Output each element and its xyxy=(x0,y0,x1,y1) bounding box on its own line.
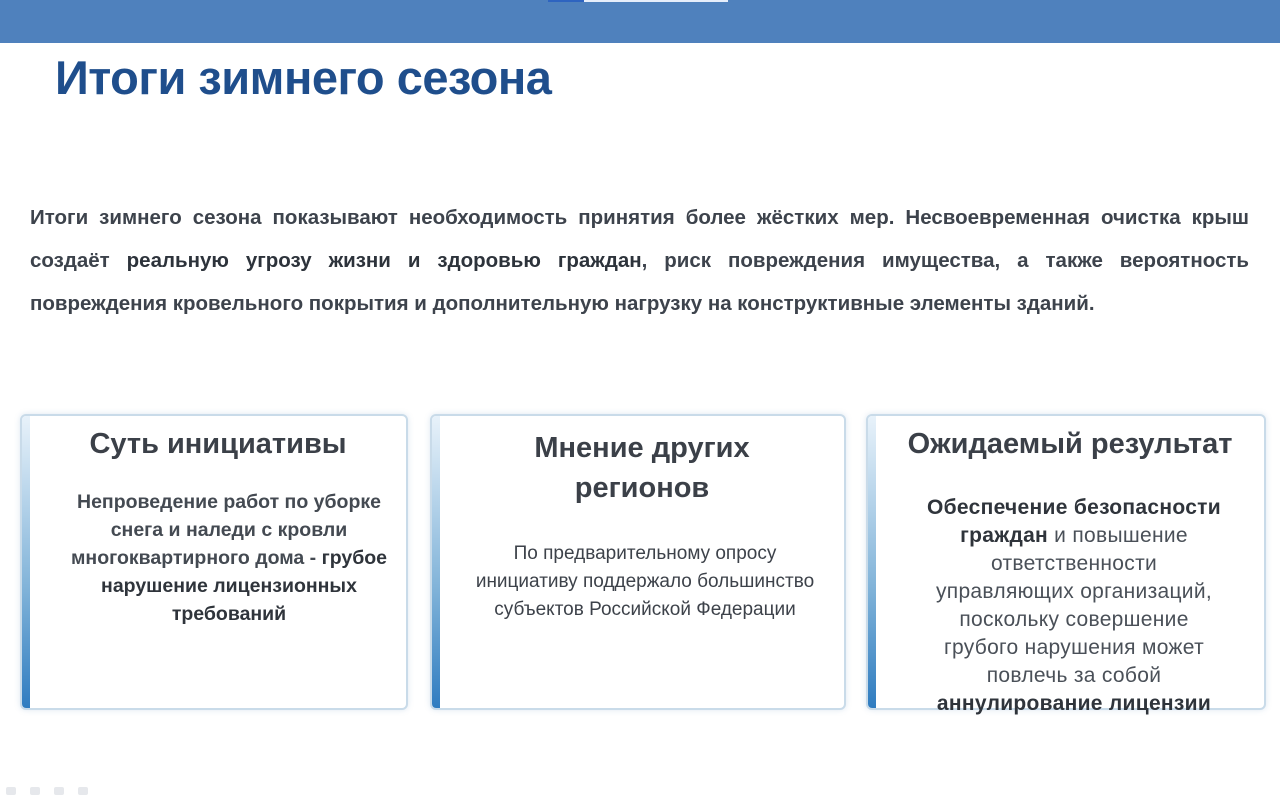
card-body xyxy=(884,494,1264,718)
card-line: управляющих организаций, xyxy=(935,580,1213,603)
card-accent-bar xyxy=(22,416,30,708)
card-line: многоквартирного дома - xyxy=(70,547,322,569)
card-other-regions xyxy=(430,414,846,710)
intro-paragraph xyxy=(30,196,1249,325)
pen-icon[interactable] xyxy=(30,787,40,795)
card-line: ответственности xyxy=(990,552,1158,575)
card-line-bold: нарушение лицензионных xyxy=(101,575,357,597)
page-title: Итоги зимнего сезона xyxy=(55,51,552,104)
card-line: Непроведение работ по уборке xyxy=(77,491,381,513)
card-line-bold: граждан xyxy=(960,524,1049,547)
card-expected-result xyxy=(866,414,1266,715)
card-line: и повышение xyxy=(1048,524,1188,547)
card-body xyxy=(52,488,406,628)
intro-text-bold: реальную угрозу жизни и здоровью граждан xyxy=(126,249,642,272)
card-line-bold: грубое xyxy=(321,547,388,569)
card-title-line: Мнение других xyxy=(534,432,750,464)
card-title-line: регионов xyxy=(574,472,710,504)
card-line: снега и наледи с кровли xyxy=(110,519,348,541)
card-line: грубого нарушения может xyxy=(944,636,1204,659)
card-body xyxy=(446,540,844,624)
slide-nav-controls[interactable] xyxy=(6,783,96,799)
card-initiative-essence xyxy=(20,414,408,710)
card-title: Суть инициативы xyxy=(89,428,347,460)
card-line: субъектов Российской Федерации xyxy=(494,599,796,620)
next-slide-icon[interactable] xyxy=(78,787,88,795)
card-line-bold: аннулирование лицензии xyxy=(936,692,1212,715)
header-tab-marker xyxy=(548,0,584,2)
header-tab-marker-light xyxy=(584,0,728,2)
card-accent-bar xyxy=(432,416,440,708)
card-title xyxy=(440,428,844,508)
card-accent-bar xyxy=(868,416,876,708)
card-line-bold: Обеспечение безопасности xyxy=(927,496,1221,519)
card-line-bold: требований xyxy=(171,603,287,625)
card-title: Ожидаемый результат xyxy=(907,428,1233,460)
menu-icon[interactable] xyxy=(54,787,64,795)
card-line: инициативу поддержало большинство xyxy=(475,571,815,592)
intro-text-1: Итоги зимнего сезона показывают необходимость принятия более жёстких мер. Несвоевременная очистка крыш создаёт xyxy=(30,206,1249,272)
card-line: По предварительному опросу xyxy=(513,543,777,564)
card-line: поскольку совершение xyxy=(959,608,1189,631)
intro-text-2: , риск повреждения имущества, а также вероятность повреждения кровельного покрытия и дополнительную нагрузку на конструктивные элементы зданий. xyxy=(30,249,1249,315)
card-line: повлечь за собой xyxy=(986,664,1162,687)
header-bar xyxy=(0,0,1280,43)
prev-slide-icon[interactable] xyxy=(6,787,16,795)
